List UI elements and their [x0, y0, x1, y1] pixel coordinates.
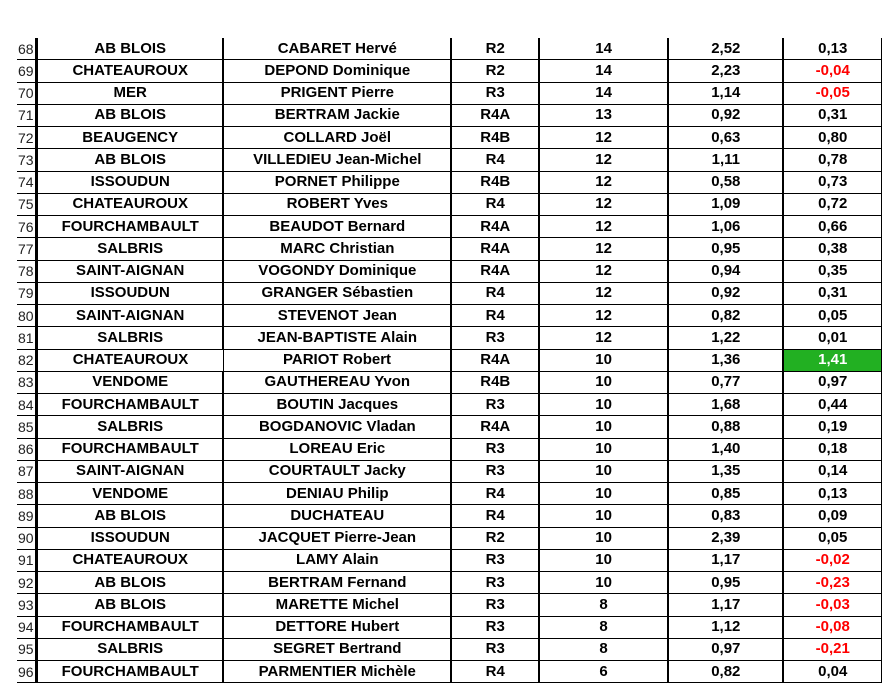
table-row [17, 638, 882, 660]
row-number: 83 [17, 371, 37, 393]
row-number: 89 [17, 505, 37, 527]
points-cell: 14 [539, 82, 668, 104]
row-number: 73 [17, 149, 37, 171]
table-row [17, 149, 882, 171]
delta-cell: 0,80 [783, 127, 881, 149]
player-name-cell: DUCHATEAU [223, 505, 451, 527]
row-number: 77 [17, 238, 37, 260]
club-cell: CHATEAUROUX [37, 549, 223, 571]
delta-cell: 0,73 [783, 171, 881, 193]
player-name-cell: LAMY Alain [223, 549, 451, 571]
club-cell: ISSOUDUN [37, 527, 223, 549]
table-row [17, 282, 882, 304]
row-number: 79 [17, 282, 37, 304]
club-cell: AB BLOIS [37, 38, 223, 60]
player-name-cell: DENIAU Philip [223, 483, 451, 505]
delta-cell: 0,44 [783, 394, 881, 416]
category-cell: R3 [451, 82, 539, 104]
row-number: 68 [17, 38, 37, 60]
table-row [17, 104, 882, 126]
player-name-cell: VILLEDIEU Jean-Michel [223, 149, 451, 171]
player-name-cell: CABARET Hervé [223, 38, 451, 60]
club-cell: AB BLOIS [37, 104, 223, 126]
row-number: 87 [17, 460, 37, 482]
points-cell: 10 [539, 549, 668, 571]
row-number: 95 [17, 638, 37, 660]
value-cell: 0,77 [668, 371, 783, 393]
club-cell: CHATEAUROUX [37, 349, 223, 371]
category-cell: R3 [451, 616, 539, 638]
row-number: 90 [17, 527, 37, 549]
value-cell: 1,35 [668, 460, 783, 482]
category-cell: R4A [451, 260, 539, 282]
table-row [17, 38, 882, 60]
value-cell: 0,63 [668, 127, 783, 149]
category-cell: R3 [451, 638, 539, 660]
club-cell: SAINT-AIGNAN [37, 260, 223, 282]
value-cell: 0,85 [668, 483, 783, 505]
category-cell: R3 [451, 572, 539, 594]
points-cell: 10 [539, 371, 668, 393]
value-cell: 1,17 [668, 549, 783, 571]
category-cell: R2 [451, 527, 539, 549]
category-cell: R4 [451, 282, 539, 304]
value-cell: 0,82 [668, 305, 783, 327]
club-cell: ISSOUDUN [37, 171, 223, 193]
delta-cell: -0,02 [783, 549, 881, 571]
row-number: 88 [17, 483, 37, 505]
category-cell: R3 [451, 549, 539, 571]
player-name-cell: PORNET Philippe [223, 171, 451, 193]
row-number: 80 [17, 305, 37, 327]
club-cell: SALBRIS [37, 327, 223, 349]
club-cell: BEAUGENCY [37, 127, 223, 149]
club-cell: SAINT-AIGNAN [37, 305, 223, 327]
row-number: 70 [17, 82, 37, 104]
table-body [17, 38, 882, 683]
club-cell: FOURCHAMBAULT [37, 616, 223, 638]
player-name-cell: PARMENTIER Michèle [223, 661, 451, 683]
club-cell: AB BLOIS [37, 594, 223, 616]
table-row [17, 460, 882, 482]
player-name-cell: JEAN-BAPTISTE Alain [223, 327, 451, 349]
value-cell: 0,95 [668, 572, 783, 594]
category-cell: R3 [451, 460, 539, 482]
club-cell: CHATEAUROUX [37, 193, 223, 215]
delta-cell: -0,23 [783, 572, 881, 594]
delta-cell: 0,14 [783, 460, 881, 482]
value-cell: 1,11 [668, 149, 783, 171]
row-number: 85 [17, 416, 37, 438]
club-cell: FOURCHAMBAULT [37, 216, 223, 238]
player-name-cell: COURTAULT Jacky [223, 460, 451, 482]
club-cell: AB BLOIS [37, 149, 223, 171]
category-cell: R3 [451, 594, 539, 616]
value-cell: 0,97 [668, 638, 783, 660]
value-cell: 0,82 [668, 661, 783, 683]
table-row [17, 82, 882, 104]
category-cell: R4A [451, 416, 539, 438]
row-number: 86 [17, 438, 37, 460]
player-name-cell: PRIGENT Pierre [223, 82, 451, 104]
player-name-cell: SEGRET Bertrand [223, 638, 451, 660]
player-name-cell: MARC Christian [223, 238, 451, 260]
table-row [17, 127, 882, 149]
category-cell: R4B [451, 171, 539, 193]
points-cell: 14 [539, 38, 668, 60]
delta-cell: 0,38 [783, 238, 881, 260]
value-cell: 2,23 [668, 60, 783, 82]
points-cell: 10 [539, 527, 668, 549]
value-cell: 1,40 [668, 438, 783, 460]
club-cell: MER [37, 82, 223, 104]
player-name-cell: COLLARD Joël [223, 127, 451, 149]
table-row [17, 260, 882, 282]
category-cell: R2 [451, 60, 539, 82]
delta-cell: 0,78 [783, 149, 881, 171]
delta-cell: -0,04 [783, 60, 881, 82]
points-cell: 10 [539, 416, 668, 438]
table-row [17, 616, 882, 638]
delta-cell: 0,97 [783, 371, 881, 393]
delta-cell: 0,31 [783, 282, 881, 304]
points-cell: 12 [539, 260, 668, 282]
club-cell: SALBRIS [37, 638, 223, 660]
points-cell: 10 [539, 394, 668, 416]
table-row [17, 394, 882, 416]
table-row [17, 572, 882, 594]
player-name-cell: LOREAU Eric [223, 438, 451, 460]
table-row [17, 327, 882, 349]
category-cell: R4B [451, 371, 539, 393]
value-cell: 1,22 [668, 327, 783, 349]
row-number: 72 [17, 127, 37, 149]
row-number: 76 [17, 216, 37, 238]
delta-cell: 0,18 [783, 438, 881, 460]
value-cell: 1,36 [668, 349, 783, 371]
category-cell: R4 [451, 149, 539, 171]
table-row [17, 438, 882, 460]
delta-cell: 0,04 [783, 661, 881, 683]
player-name-cell: VOGONDY Dominique [223, 260, 451, 282]
points-cell: 12 [539, 305, 668, 327]
results-table [17, 38, 882, 683]
player-name-cell: BERTRAM Fernand [223, 572, 451, 594]
club-cell: SALBRIS [37, 416, 223, 438]
row-number: 84 [17, 394, 37, 416]
points-cell: 13 [539, 104, 668, 126]
row-number: 96 [17, 661, 37, 683]
table-row [17, 527, 882, 549]
value-cell: 0,58 [668, 171, 783, 193]
category-cell: R4 [451, 483, 539, 505]
value-cell: 1,09 [668, 193, 783, 215]
value-cell: 1,14 [668, 82, 783, 104]
category-cell: R4A [451, 349, 539, 371]
category-cell: R4A [451, 104, 539, 126]
row-number: 78 [17, 260, 37, 282]
delta-cell: 0,31 [783, 104, 881, 126]
player-name-cell: BOUTIN Jacques [223, 394, 451, 416]
table-row [17, 416, 882, 438]
value-cell: 0,88 [668, 416, 783, 438]
player-name-cell: PARIOT Robert [223, 349, 451, 371]
delta-cell: 0,05 [783, 305, 881, 327]
category-cell: R4A [451, 238, 539, 260]
delta-cell: 0,01 [783, 327, 881, 349]
delta-cell: 0,72 [783, 193, 881, 215]
delta-cell: -0,05 [783, 82, 881, 104]
player-name-cell: BERTRAM Jackie [223, 104, 451, 126]
row-number: 69 [17, 60, 37, 82]
table-row [17, 371, 882, 393]
table-row [17, 193, 882, 215]
points-cell: 12 [539, 171, 668, 193]
table-row [17, 594, 882, 616]
club-cell: CHATEAUROUX [37, 60, 223, 82]
table-row [17, 60, 882, 82]
category-cell: R4 [451, 505, 539, 527]
delta-cell: 0,13 [783, 483, 881, 505]
club-cell: VENDOME [37, 483, 223, 505]
club-cell: FOURCHAMBAULT [37, 661, 223, 683]
delta-cell: 0,35 [783, 260, 881, 282]
delta-cell: -0,21 [783, 638, 881, 660]
player-name-cell: DETTORE Hubert [223, 616, 451, 638]
player-name-cell: BEAUDOT Bernard [223, 216, 451, 238]
table-row [17, 305, 882, 327]
value-cell: 0,92 [668, 104, 783, 126]
points-cell: 12 [539, 327, 668, 349]
category-cell: R3 [451, 394, 539, 416]
category-cell: R4 [451, 193, 539, 215]
points-cell: 12 [539, 149, 668, 171]
delta-cell: 1,41 [783, 349, 881, 371]
points-cell: 10 [539, 483, 668, 505]
club-cell: AB BLOIS [37, 572, 223, 594]
club-cell: VENDOME [37, 371, 223, 393]
table-row [17, 661, 882, 683]
points-cell: 8 [539, 594, 668, 616]
table-row [17, 216, 882, 238]
row-number: 81 [17, 327, 37, 349]
value-cell: 1,17 [668, 594, 783, 616]
category-cell: R4 [451, 305, 539, 327]
club-cell: SAINT-AIGNAN [37, 460, 223, 482]
points-cell: 12 [539, 216, 668, 238]
points-cell: 6 [539, 661, 668, 683]
row-number: 82 [17, 349, 37, 371]
table-row [17, 505, 882, 527]
category-cell: R3 [451, 327, 539, 349]
table-row [17, 171, 882, 193]
points-cell: 12 [539, 282, 668, 304]
value-cell: 2,39 [668, 527, 783, 549]
points-cell: 10 [539, 438, 668, 460]
player-name-cell: BOGDANOVIC Vladan [223, 416, 451, 438]
table-row [17, 349, 882, 371]
table-row [17, 549, 882, 571]
category-cell: R2 [451, 38, 539, 60]
club-cell: ISSOUDUN [37, 282, 223, 304]
value-cell: 0,94 [668, 260, 783, 282]
player-name-cell: GAUTHEREAU Yvon [223, 371, 451, 393]
row-number: 74 [17, 171, 37, 193]
club-cell: FOURCHAMBAULT [37, 438, 223, 460]
points-cell: 8 [539, 638, 668, 660]
value-cell: 0,95 [668, 238, 783, 260]
value-cell: 1,06 [668, 216, 783, 238]
row-number: 93 [17, 594, 37, 616]
points-cell: 10 [539, 572, 668, 594]
value-cell: 0,83 [668, 505, 783, 527]
delta-cell: -0,08 [783, 616, 881, 638]
delta-cell: 0,05 [783, 527, 881, 549]
player-name-cell: DEPOND Dominique [223, 60, 451, 82]
player-name-cell: MARETTE Michel [223, 594, 451, 616]
points-cell: 12 [539, 193, 668, 215]
value-cell: 1,12 [668, 616, 783, 638]
row-number: 91 [17, 549, 37, 571]
row-number: 75 [17, 193, 37, 215]
row-number: 94 [17, 616, 37, 638]
points-cell: 8 [539, 616, 668, 638]
row-number: 92 [17, 572, 37, 594]
table-row [17, 483, 882, 505]
points-cell: 10 [539, 349, 668, 371]
category-cell: R4 [451, 661, 539, 683]
points-cell: 12 [539, 238, 668, 260]
value-cell: 2,52 [668, 38, 783, 60]
delta-cell: 0,66 [783, 216, 881, 238]
value-cell: 0,92 [668, 282, 783, 304]
points-cell: 10 [539, 505, 668, 527]
table-row [17, 238, 882, 260]
player-name-cell: JACQUET Pierre-Jean [223, 527, 451, 549]
club-cell: SALBRIS [37, 238, 223, 260]
row-number: 71 [17, 104, 37, 126]
points-cell: 10 [539, 460, 668, 482]
player-name-cell: ROBERT Yves [223, 193, 451, 215]
club-cell: FOURCHAMBAULT [37, 394, 223, 416]
category-cell: R4B [451, 127, 539, 149]
delta-cell: 0,13 [783, 38, 881, 60]
player-name-cell: STEVENOT Jean [223, 305, 451, 327]
delta-cell: 0,19 [783, 416, 881, 438]
points-cell: 12 [539, 127, 668, 149]
category-cell: R3 [451, 438, 539, 460]
player-name-cell: GRANGER Sébastien [223, 282, 451, 304]
points-cell: 14 [539, 60, 668, 82]
delta-cell: -0,03 [783, 594, 881, 616]
club-cell: AB BLOIS [37, 505, 223, 527]
value-cell: 1,68 [668, 394, 783, 416]
category-cell: R4A [451, 216, 539, 238]
delta-cell: 0,09 [783, 505, 881, 527]
